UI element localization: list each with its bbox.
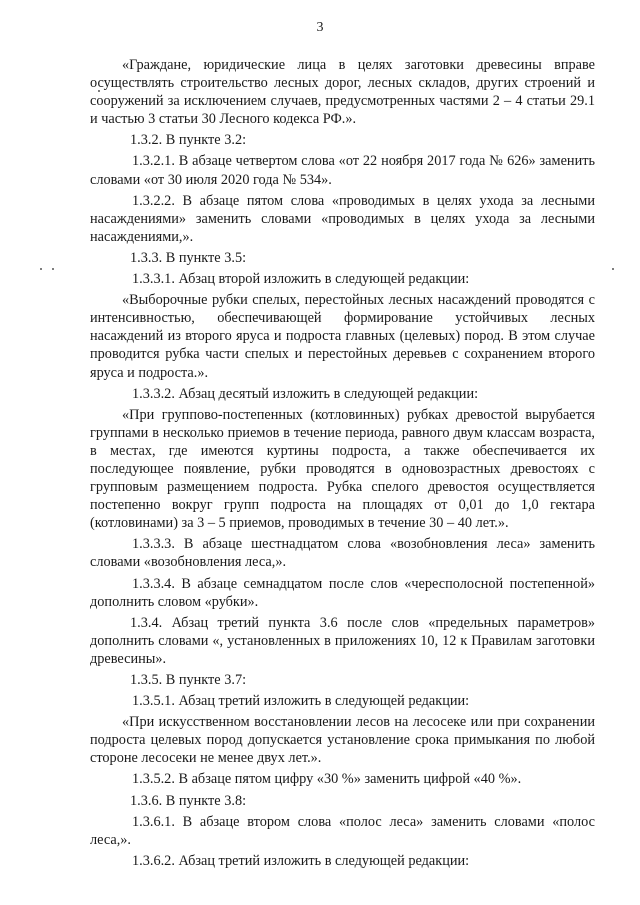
paragraph: 1.3.6.1. В абзаце втором слова «полос леса» заменить словами «полос леса,». bbox=[90, 813, 595, 848]
page-number: 3 bbox=[316, 20, 324, 35]
scan-artifact-dot bbox=[40, 268, 42, 270]
paragraph: 1.3.5.1. Абзац третий изложить в следующей редакции: bbox=[132, 693, 470, 710]
scan-artifact-dot bbox=[52, 268, 54, 270]
paragraph: 1.3.3. В пункте 3.5: bbox=[130, 249, 247, 266]
paragraph: 1.3.3.3. В абзаце шестнадцатом слова «возобновления леса» заменить словами «возобновления леса,». bbox=[90, 536, 595, 571]
document-body bbox=[90, 56, 595, 871]
paragraph: 1.3.3.4. В абзаце семнадцатом после слов «чересполосной постепенной» дополнить словом «рубки». bbox=[90, 575, 595, 610]
paragraph: 1.3.5.2. В абзаце пятом цифру «30 %» заменить цифрой «40 %». bbox=[132, 771, 522, 788]
paragraph: 1.3.3.1. Абзац второй изложить в следующей редакции: bbox=[132, 271, 470, 288]
paragraph: 1.3.3.2. Абзац десятый изложить в следующей редакции: bbox=[132, 385, 479, 402]
paragraph: «Выборочные рубки спелых, перестойных лесных насаждений проводятся с интенсивностью, обеспечивающей формирование устойчивых лесных насаждений из второго яруса и подроста главных (целевых) пород. В этом случае проводится рубка части спелых и перестойных деревьев с сохранением второго яруса и подроста.». bbox=[90, 292, 595, 381]
paragraph: «Граждане, юридические лица в целях заготовки древесины вправе осуществлять строительство лесных дорог, лесных складов, других строений и сооружений за исключением случаев, предусмотренных частями 2 – 4 статьи 29.1 и частью 3 статьи 30 Лесного кодекса РФ.». bbox=[90, 57, 595, 128]
paragraph: 1.3.2.2. В абзаце пятом слова «проводимых в целях ухода за лесными насаждениями» заменить словами «проводимых в целях ухода за лесными насаждениями,». bbox=[90, 192, 595, 245]
paragraph: 1.3.4. Абзац третий пункта 3.6 после слов «предельных параметров» дополнить словами «, установленных в приложениях 10, 12 к Правилам заготовки древесины». bbox=[90, 614, 595, 667]
scan-artifact-dot bbox=[612, 268, 614, 270]
paragraph: «При группово-постепенных (котловинных) рубках древостой вырубается группами в несколько приемов в течение периода, равного двум классам возраста, в местах, где имеются куртины подроста, а также обеспечивается их последующее появление, рубки проводятся в одновозрастных древостоях с групповым размещением подроста. Рубка спелого древостоя осуществляется постепенно вокруг групп подроста на площадях от 0,01 до 1,0 гектара (котловинами) за 3 – 5 приемов, проводимых в течение 30 – 40 лет.». bbox=[90, 406, 595, 532]
paragraph: 1.3.2. В пункте 3.2: bbox=[130, 132, 247, 149]
paragraph: «При искусственном восстановлении лесов на лесосеке или при сохранении подроста целевых пород допускается установление срока примыкания по любой стороне лесосеки не менее двух лет.». bbox=[90, 714, 595, 767]
paragraph: 1.3.6. В пункте 3.8: bbox=[130, 792, 247, 809]
paragraph: 1.3.6.2. Абзац третий изложить в следующей редакции: bbox=[132, 852, 470, 869]
paragraph: 1.3.5. В пункте 3.7: bbox=[130, 672, 247, 688]
paragraph: 1.3.2.1. В абзаце четвертом слова «от 22 ноября 2017 года № 626» заменить словами «от 30 июля 2020 года № 534». bbox=[90, 153, 595, 188]
